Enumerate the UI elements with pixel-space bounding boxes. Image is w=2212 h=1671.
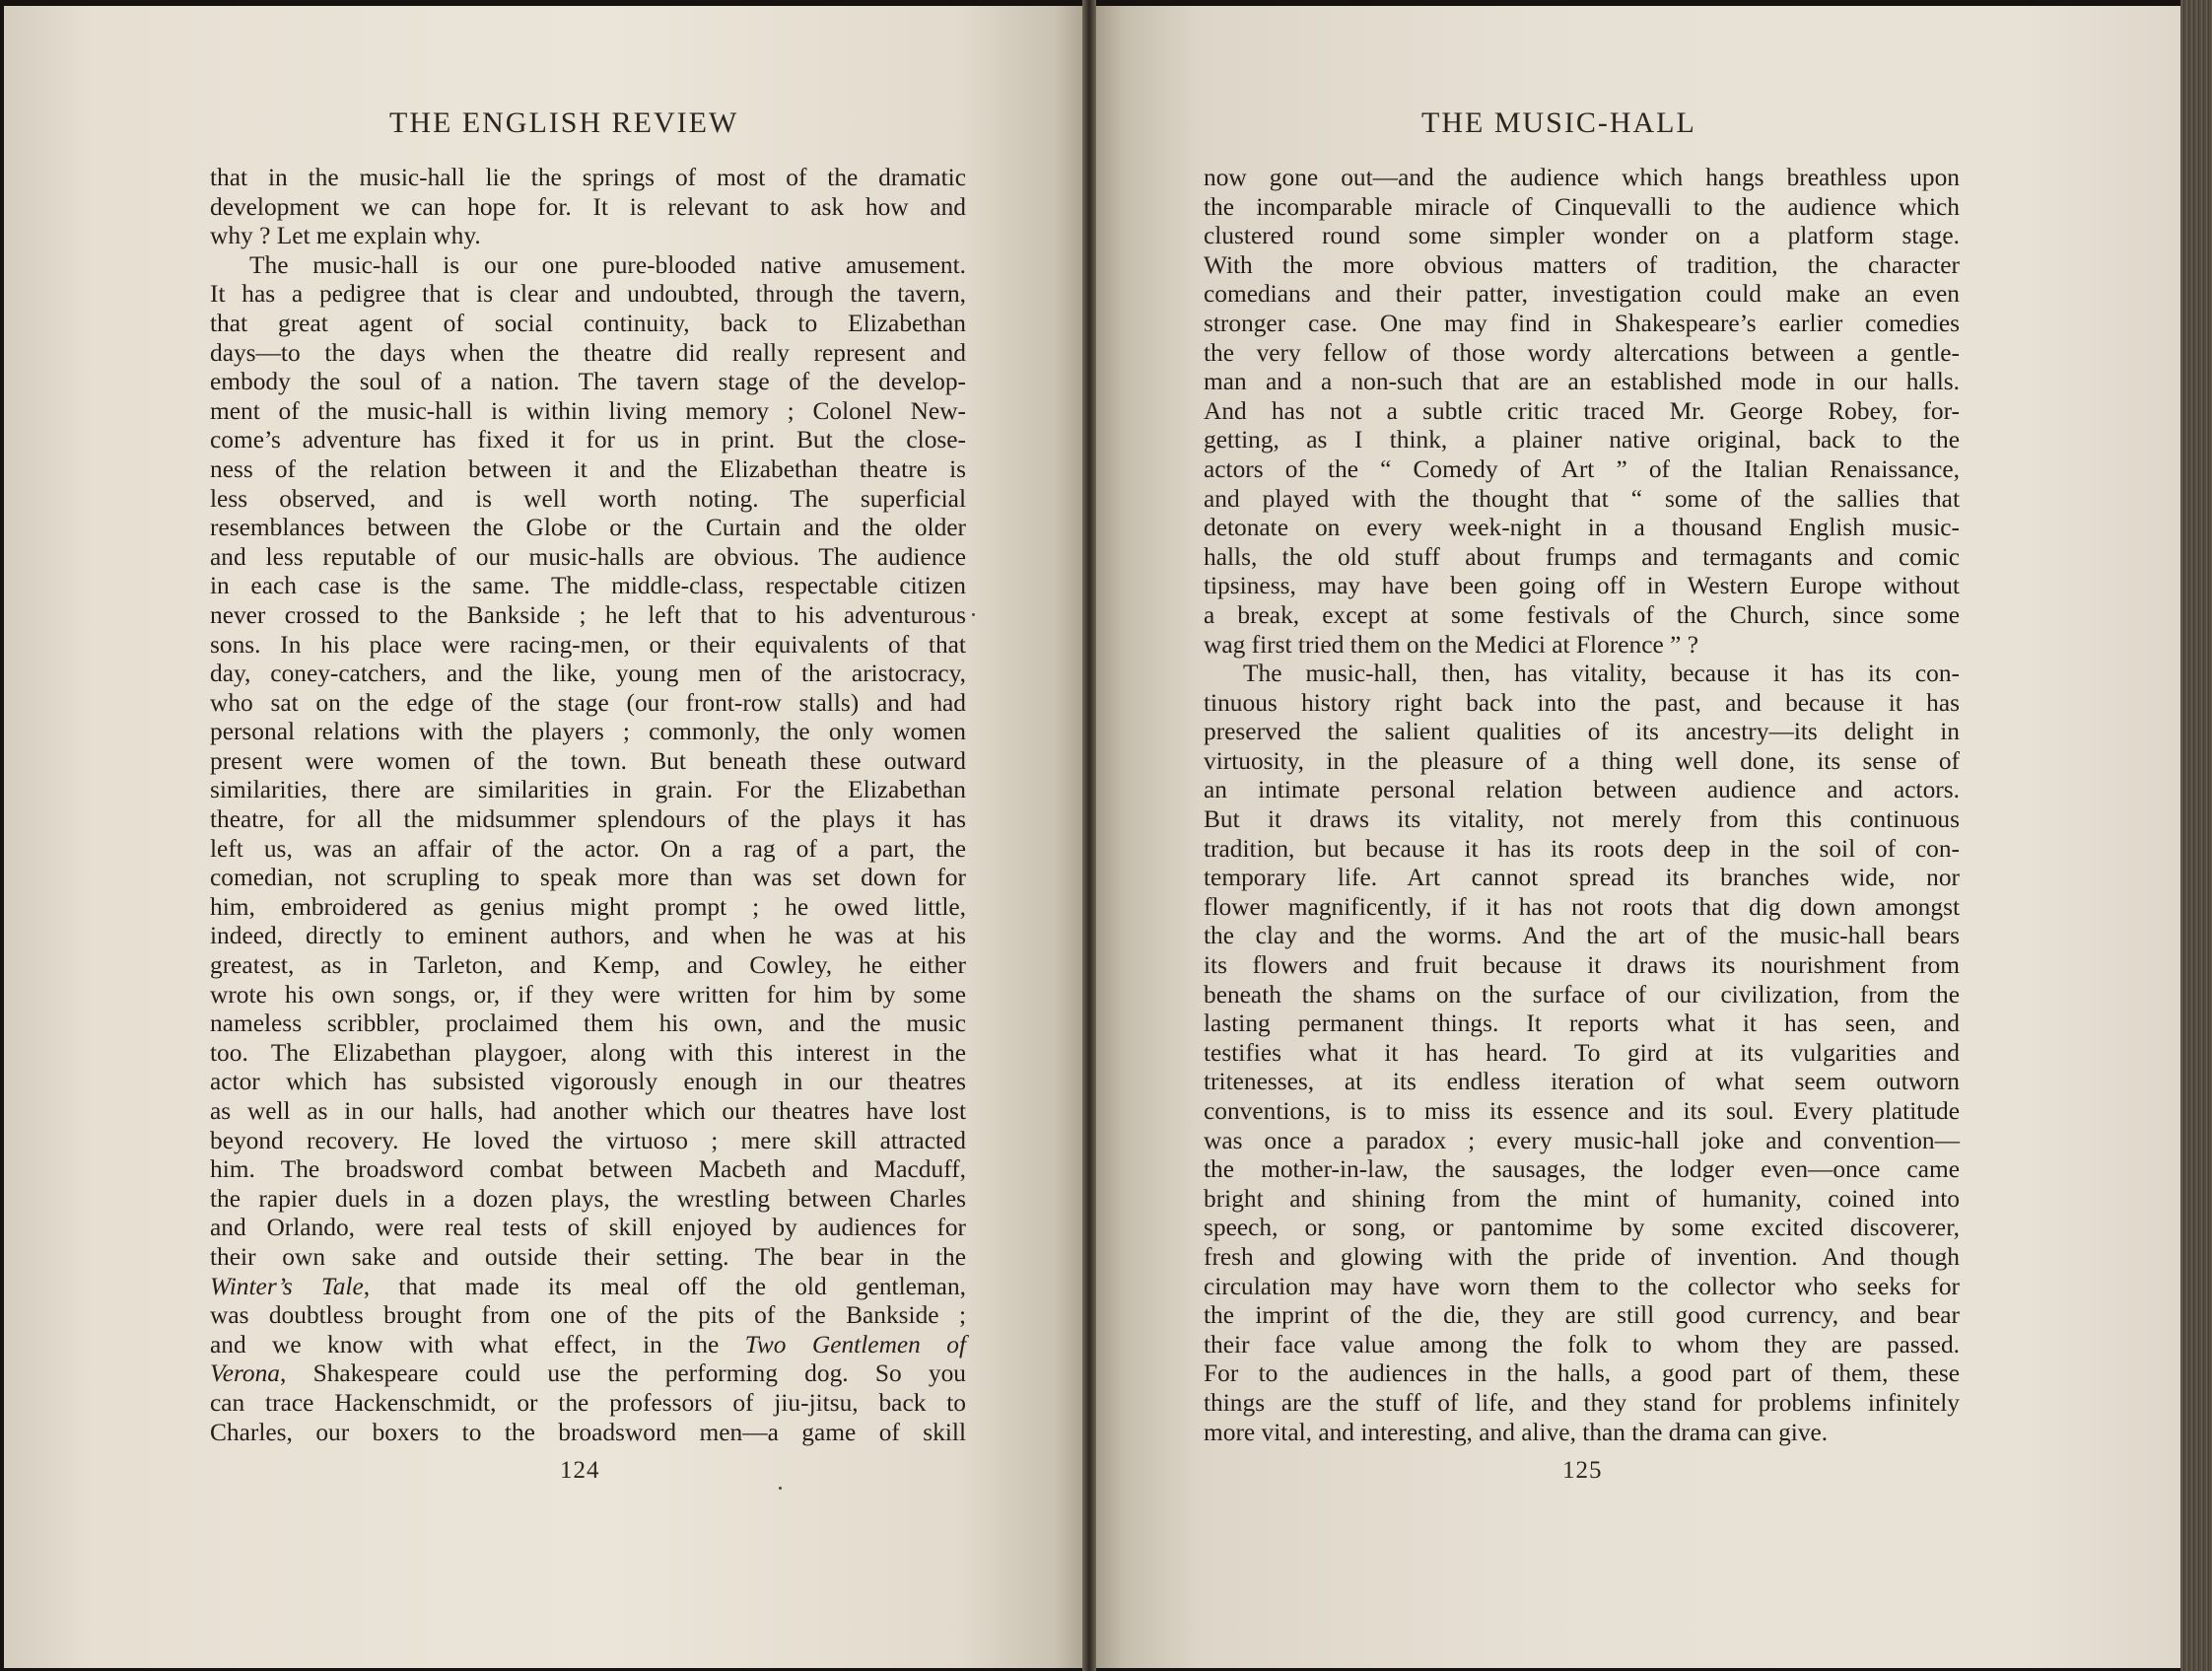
text-line: the rapier duels in a dozen plays, the wrestling between Charles: [210, 1184, 966, 1213]
text-line: personal relations with the players ; commonly, the only women: [210, 718, 966, 746]
text-line: resemblances between the Globe or the Curtain and the older: [210, 514, 966, 542]
text-line: never crossed to the Bankside ; he left that to his adventurous: [210, 600, 966, 629]
text-line: embody the soul of a nation. The tavern stage of the develop-: [210, 368, 966, 396]
text-line: flower magnificently, if it has not roots that dig down amongst: [1204, 892, 1960, 921]
text-line: But it draws its vitality, not merely from this continuous: [1204, 805, 1960, 834]
text-line: wag first tried them on the Medici at Florence ” ?: [1204, 630, 1698, 659]
text-line: tipsiness, may have been going off in Western Europe without: [1204, 572, 1960, 600]
text-line: can trace Hackenschmidt, or the professors of jiu-jitsu, back to: [210, 1388, 966, 1417]
text-line: and played with the thought that “ some of the sallies that: [1204, 484, 1960, 513]
text-line: why ? Let me explain why.: [210, 222, 481, 250]
text-line: day, coney-catchers, and the like, young men of the aristocracy,: [210, 660, 966, 688]
text-line: With the more obvious matters of tradition, the character: [1204, 250, 1960, 279]
text-line: that in the music-hall lie the springs of most of the dramatic: [210, 164, 966, 191]
text-line: an intimate personal relation between audience and actors.: [1204, 776, 1960, 804]
text-line: and we know with what effect, in the Two Gentlemen of: [210, 1330, 966, 1358]
right-page-text: [1204, 164, 1960, 1447]
text-line: development we can hope for. It is relevant to ask how and: [210, 192, 966, 221]
book-gutter: [1082, 0, 1096, 1671]
text-line: man and a non-such that are an established mode in our halls.: [1204, 368, 1960, 396]
text-line: him, embroidered as genius might prompt ; he owed little,: [210, 892, 966, 921]
text-line: him. The broadsword combat between Macbeth and Macduff,: [210, 1155, 966, 1184]
text-line: stronger case. One may find in Shakespeare’s earlier comedies: [1204, 309, 1960, 337]
text-line: greatest, as in Tarleton, and Kemp, and Cowley, he either: [210, 951, 966, 980]
text-line: nameless scribbler, proclaimed them his own, and the music: [210, 1010, 966, 1038]
text-line: sons. In his place were racing-men, or their equivalents of that: [210, 630, 966, 659]
text-line: bright and shining from the mint of humanity, coined into: [1204, 1184, 1960, 1213]
text-line: things are the stuff of life, and they stand for problems infinitely: [1204, 1388, 1960, 1417]
text-line: halls, the old stuff about frumps and termagants and comic: [1204, 542, 1960, 571]
text-line: too. The Elizabethan playgoer, along with this interest in the: [210, 1038, 966, 1067]
text-line: beneath the shams on the surface of our civilization, from the: [1204, 980, 1960, 1009]
text-line: the mother-in-law, the sausages, the lodger even—once came: [1204, 1155, 1960, 1184]
text-line: days—to the days when the theatre did really represent and: [210, 338, 966, 367]
text-line: comedian, not scrupling to speak more than was set down for: [210, 864, 966, 892]
text-line: tinuous history right back into the past, and because it has: [1204, 688, 1960, 717]
page-edges: [2180, 0, 2212, 1671]
text-line: clustered round some simpler wonder on a platform stage.: [1204, 222, 1960, 250]
left-running-head: THE ENGLISH REVIEW: [389, 106, 739, 139]
text-line: virtuosity, in the pleasure of a thing well done, its sense of: [1204, 746, 1960, 775]
text-line: as well as in our halls, had another which our theatres have lost: [210, 1097, 966, 1125]
text-line: less observed, and is well worth noting. The superficial: [210, 484, 966, 513]
text-line: speech, or song, or pantomime by some excited discoverer,: [1204, 1214, 1960, 1242]
text-line: beyond recovery. He loved the virtuoso ; mere skill attracted: [210, 1126, 966, 1154]
text-line: testifies what it has heard. To gird at its vulgarities and: [1204, 1038, 1960, 1067]
text-line: that great agent of social continuity, back to Elizabethan: [210, 309, 966, 337]
text-line: in each case is the same. The middle-class, respectable citizen: [210, 572, 966, 600]
text-line: the imprint of the die, they are still good currency, and bear: [1204, 1301, 1960, 1330]
text-line: who sat on the edge of the stage (our front-row stalls) and had: [210, 688, 966, 717]
paper-speck: [972, 613, 975, 616]
text-line: more vital, and interesting, and alive, than the drama can give.: [1204, 1418, 1829, 1446]
text-line: Verona, Shakespeare could use the performing dog. So you: [210, 1359, 966, 1388]
right-page-number: 125: [1562, 1457, 1603, 1484]
text-line: now gone out—and the audience which hangs breathless upon: [1204, 164, 1960, 191]
text-line: lasting permanent things. It reports what it has seen, and: [1204, 1010, 1960, 1038]
text-line: and Orlando, were real tests of skill enjoyed by audiences for: [210, 1214, 966, 1242]
text-line: present were women of the town. But beneath these outward: [210, 746, 966, 775]
text-line: getting, as I think, a plainer native original, back to the: [1204, 426, 1960, 454]
paper-speck: [779, 1487, 782, 1490]
text-line: indeed, directly to eminent authors, and when he was at his: [210, 922, 966, 950]
text-line: fresh and glowing with the pride of invention. And though: [1204, 1242, 1960, 1271]
text-line: their face value among the folk to whom they are passed.: [1204, 1330, 1960, 1358]
text-line: temporary life. Art cannot spread its branches wide, nor: [1204, 864, 1960, 892]
text-line: tradition, but because it has its roots deep in the soil of con-: [1204, 834, 1960, 863]
text-line: its flowers and fruit because it draws its nourishment from: [1204, 951, 1960, 980]
text-line: was once a paradox ; every music-hall joke and convention—: [1204, 1126, 1960, 1154]
text-line: preserved the salient qualities of its ancestry—its delight in: [1204, 718, 1960, 746]
text-line: the very fellow of those wordy altercations between a gentle-: [1204, 338, 1960, 367]
text-line: wrote his own songs, or, if they were written for him by some: [210, 980, 966, 1009]
text-line: ment of the music-hall is within living memory ; Colonel New-: [210, 396, 966, 425]
text-line: similarities, there are similarities in grain. For the Elizabethan: [210, 776, 966, 804]
text-line: come’s adventure has fixed it for us in print. But the close-: [210, 426, 966, 454]
text-line: Charles, our boxers to the broadsword men—a game of skill: [210, 1418, 966, 1446]
text-line: actors of the “ Comedy of Art ” of the Italian Renaissance,: [1204, 454, 1960, 483]
text-line: theatre, for all the midsummer splendours of the plays it has: [210, 805, 966, 834]
text-line: comedians and their patter, investigation could make an even: [1204, 280, 1960, 309]
text-line: was doubtless brought from one of the pits of the Bankside ;: [210, 1301, 966, 1330]
text-line: detonate on every week-night in a thousand English music-: [1204, 514, 1960, 542]
text-line: conventions, is to miss its essence and its soul. Every platitude: [1204, 1097, 1960, 1125]
text-line: circulation may have worn them to the collector who seeks for: [1204, 1272, 1960, 1300]
text-line: tritenesses, at its endless iteration of what seem outworn: [1204, 1068, 1960, 1096]
text-line: the incomparable miracle of Cinquevalli to the audience which: [1204, 192, 1960, 221]
right-running-head: THE MUSIC-HALL: [1421, 106, 1696, 139]
text-line: ness of the relation between it and the Elizabethan theatre is: [210, 454, 966, 483]
text-line: left us, was an affair of the actor. On a rag of a part, the: [210, 834, 966, 863]
left-page-text: [210, 164, 966, 1447]
text-line: The music-hall is our one pure-blooded native amusement.: [249, 250, 966, 279]
text-line: their own sake and outside their setting. The bear in the: [210, 1242, 966, 1271]
text-line: Winter’s Tale, that made its meal off the old gentleman,: [210, 1272, 966, 1300]
text-line: The music-hall, then, has vitality, because it has its con-: [1243, 660, 1960, 688]
left-page-number: 124: [560, 1457, 600, 1484]
text-line: actor which has subsisted vigorously enough in our theatres: [210, 1068, 966, 1096]
text-line: For to the audiences in the halls, a good part of them, these: [1204, 1359, 1960, 1388]
text-line: the clay and the worms. And the art of the music-hall bears: [1204, 922, 1960, 950]
text-line: And has not a subtle critic traced Mr. George Robey, for-: [1204, 396, 1960, 425]
text-line: a break, except at some festivals of the Church, since some: [1204, 600, 1960, 629]
text-line: It has a pedigree that is clear and undoubted, through the tavern,: [210, 280, 966, 309]
text-line: and less reputable of our music-halls are obvious. The audience: [210, 542, 966, 571]
